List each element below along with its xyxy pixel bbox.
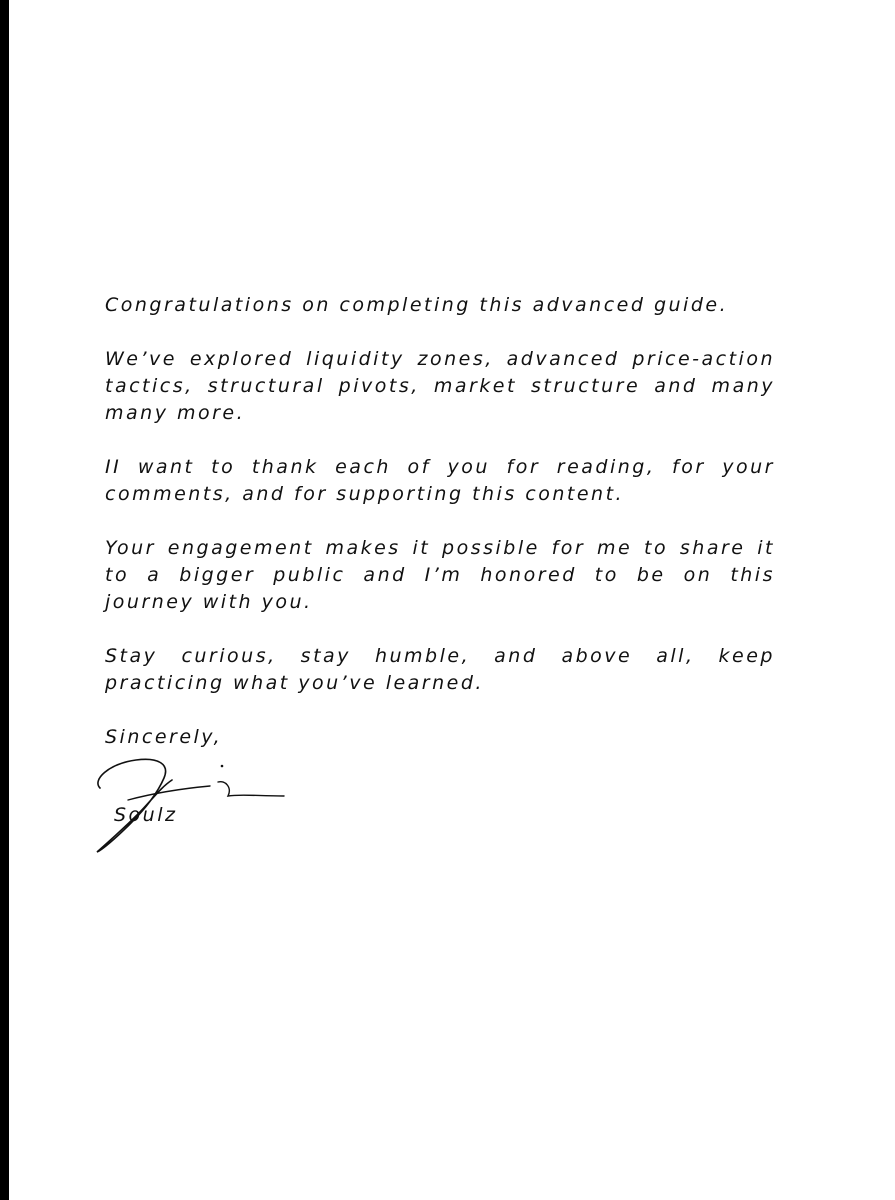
- closing-line: Sincerely,: [105, 726, 223, 748]
- paragraph-explored: We’ve explored liquidity zones, advanced price-action tactics, structural pivots, market structure and many many more.: [105, 348, 775, 424]
- paragraph-engagement: Your engagement makes it possible for me to share it to a bigger public and I’m honored to be on this journey with you.: [105, 537, 775, 613]
- letter-body: [105, 292, 775, 751]
- page-left-edge: [0, 0, 9, 1200]
- paragraph-thanks: II want to thank each of you for reading, for your comments, and for supporting this content.: [105, 456, 775, 505]
- signer-name: Soulz: [114, 804, 178, 826]
- paragraph-congratulations: Congratulations on completing this advanced guide.: [105, 294, 729, 316]
- paragraph-stay-curious: Stay curious, stay humble, and above all, keep practicing what you’ve learned.: [105, 645, 775, 694]
